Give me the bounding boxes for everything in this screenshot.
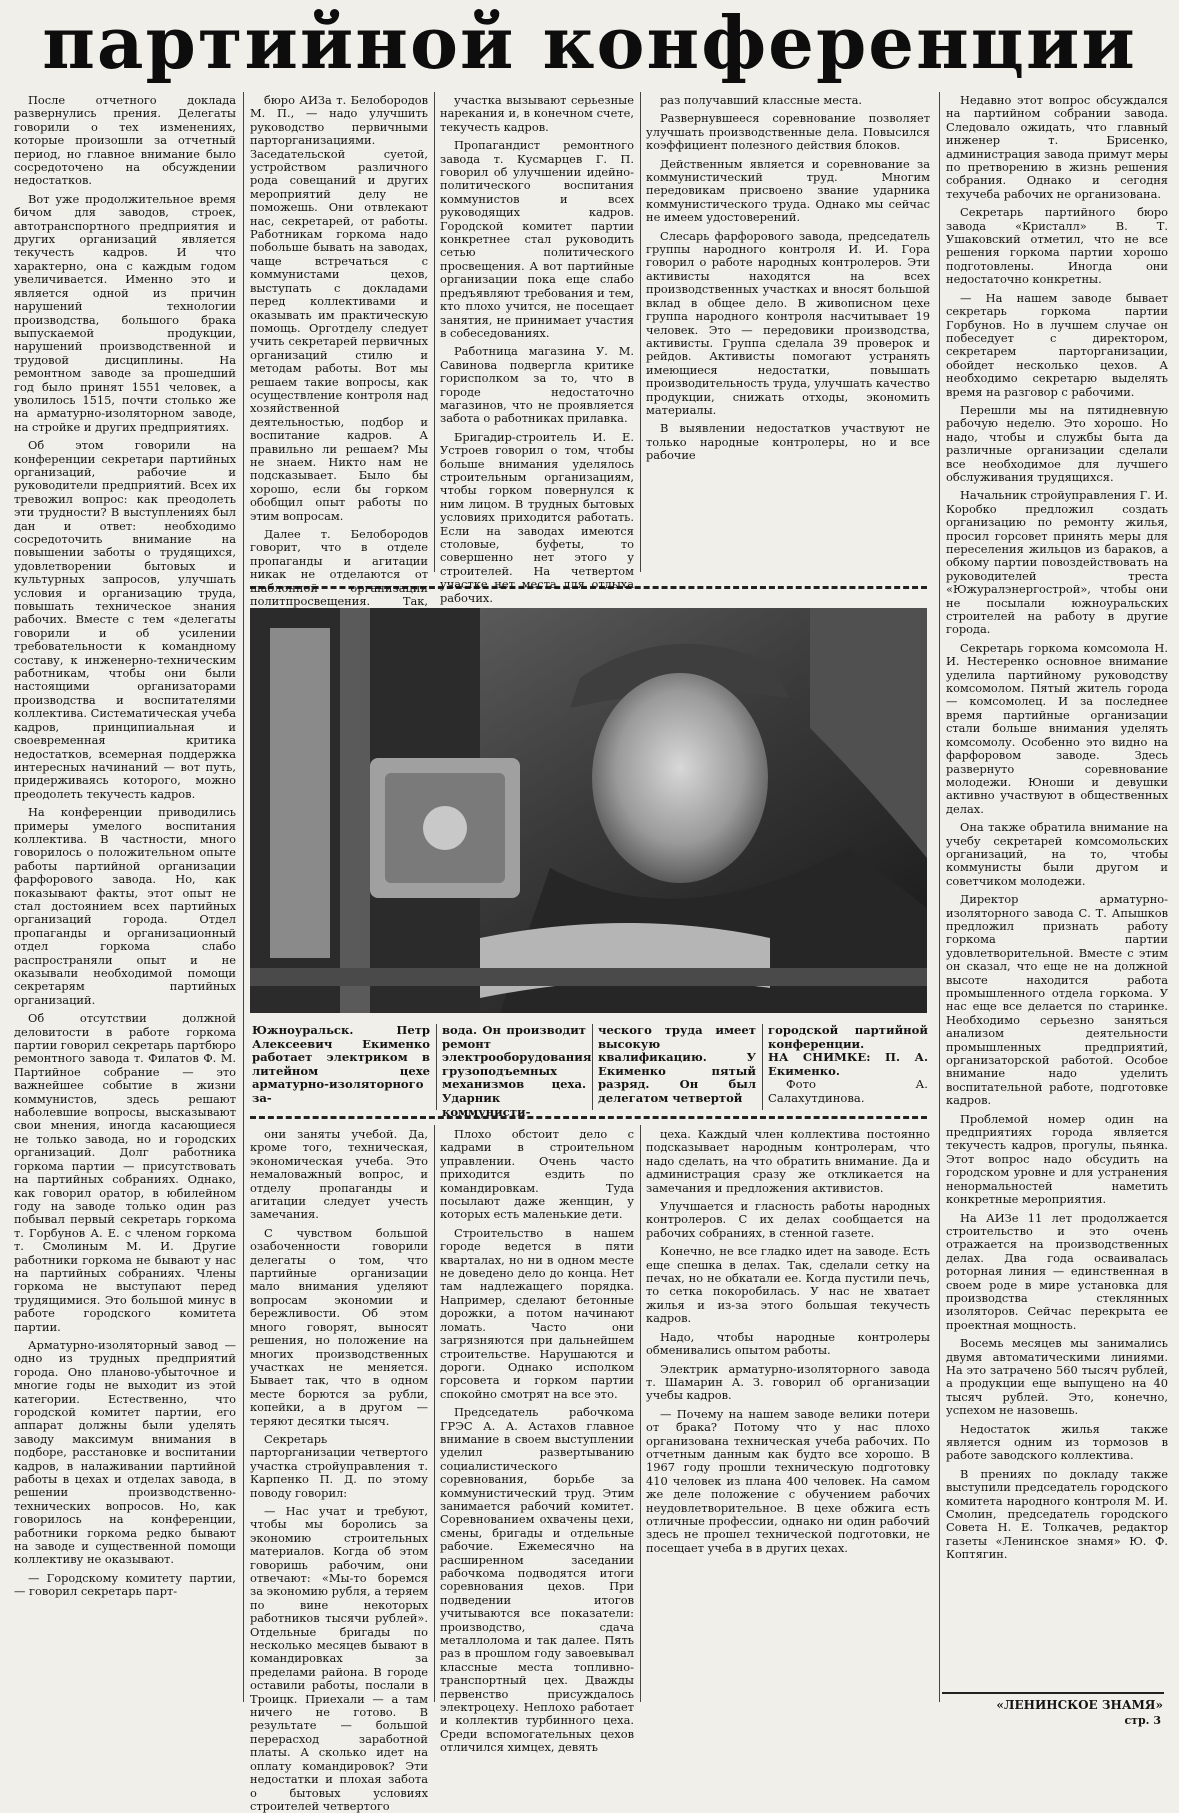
worker-photo — [250, 608, 927, 1013]
photo-caption-part-2 — [442, 1023, 592, 1119]
paragraph: Бригадир-строитель И. Е. Устроев говорил о том, чтобы больше внимания уделялось строительным организациям, чтобы горком повернулся к ним лицом. В трудных бытовых условиях приходится работать. Если на заводах имеются столовые, буфеты, то совершенно нет этого у строителей. На четвертом участке нет места для отдыха рабочих. — [440, 429, 634, 605]
photo-credit: Фото А. Салахутдинова. — [768, 1077, 928, 1105]
paragraph: Секретарь партийного бюро завода «Кристалл» В. Т. Ушаковский отметил, что не все решения горкома партии хорошо подготовлены. Иногда они недостаточно конкретны. — [946, 205, 1168, 287]
paragraph: цеха. Каждый член коллектива постоянно подсказывает народным контролерам, что надо сделать, на что обратить внимание. Да и администрация сразу же откликается на замечания и предложения активистов. — [646, 1127, 930, 1195]
paragraph: — Почему на нашем заводе велики потери от брака? Потому что у нас плохо организована техническая учеба рабочих. По отчетным данным как будто все хорошо. В 1967 году прошли техническую подготовку 410 человек из плана 400 человек. На самом же деле положение с обучением рабочих неудовлетворительное. В цехе обжига есть отличные профессии, однако ни один рабочий здесь не прошел технической подготовки, не посещает учеба в в других цехах. — [646, 1406, 930, 1555]
column-rule — [762, 1024, 763, 1110]
caption-text: вода. Он производит ремонт электрооборудования грузоподъемных механизмов цеха. Ударник коммунисти- — [442, 1023, 592, 1119]
paragraph: Начальник стройуправления Г. И. Коробко предложил создать организацию по ремонту жилья, просил горсовет принять меры для переселения жильцов из бараков, а обкому партии повоздействовать на руководителей треста «Южуралэнергострой», чтобы они не посылали южноуральских строителей на работу в другие города. — [946, 488, 1168, 637]
paragraph: Далее т. Белобородов говорит, что в отделе пропаганды и агитации никак не отделаются от шаблонной организации политпросвещения. Так, — [250, 527, 428, 609]
column-1-article-text — [14, 94, 236, 1700]
caption-text: Южноуральск. Петр Алексеевич Екименко работает электриком в литейном цехе арматурно-изоляторного за- — [252, 1023, 430, 1105]
paragraph: Председатель рабочкома ГРЭС А. А. Астахов главное внимание в своем выступлении уделил развертыванию социалистического соревнования, борьбе за коммунистический труд. Этим занимается рабочий комитет. Соревнованием охвачены цехи, смены, бригады и отдельные рабочие. Ежемесячно на расширенном заседании рабочкома подводятся итоги соревнования цехов. При подведении итогов учитываются все показатели: производство, сдача металлолома и так далее. Пять раз в прошлом году завоевывал классные места топливно-транспортный цех. Дважды первенство присуждалось электроцеху. Неплохо работает и коллектив турбинного цеха. Среди вспомогательных цехов отличился химцех, девять — [440, 1405, 634, 1755]
paragraph: бюро АИЗа т. Белобородов М. П., — надо улучшить руководство первичными парторганизациями. Заседательской суетой, устройством различного рода совещаний и других мероприятий делу не поможешь. Они отвлекают нас, секретарей, от работы. Работникам горкома надо побольше бывать на заводах, чаще встречаться с коммунистами цехов, выступать с докладами перед коллективами и оказывать им практическую помощь. Орготделу следует учить секретарей первичных организаций стилю и методам работы. Вот мы решаем такие вопросы, как осуществление контроля над хозяйственной деятельностью, подбор и воспитание кадров. А правильно ли решаем? Мы не знаем. Никто нам не подсказывает. Было бы хорошо, если бы горком обобщил опыт работы по этим вопросам. — [250, 93, 428, 523]
paragraph: Развернувшееся соревнование позволяет улучшать производственные дела. Повысился коэффициент полезного действия блоков. — [646, 111, 930, 153]
paragraph: Недавно этот вопрос обсуждался на партийном собрании завода. Следовало ожидать, что главный инженер т. Брисенко, администрация завода примут меры по претворению в жизнь решения собрания. Однако и сегодня техучеба рабочих не организована. — [946, 93, 1168, 201]
paragraph: Арматурно-изоляторный завод — одно из трудных предприятий города. Оно планово-убыточное и многие годы не выходит из этой категории. Естественно, что городской комитет партии, его аппарат должны были уделять заводу максимум внимания в подборе, расстановке и воспитании кадров, в налаживании партийной работы в цехах и отделах завода, в решении производственно-технических вопросов. Но, как говорилось на конференции, работники горкома редко бывают на заводе и существенной помощи коллективу не оказывают. — [14, 1337, 236, 1567]
column-rule — [592, 1024, 593, 1110]
paragraph: — Городскому комитету партии, — говорил секретарь парт- — [14, 1570, 236, 1599]
paragraph: они заняты учебой. Да, кроме того, техническая, экономическая учеба. Это немаловажный вопрос, и отделу пропаганды и агитации следует учесть замечания. — [250, 1127, 428, 1222]
photo-caption-part-1 — [252, 1024, 430, 1106]
paragraph: После отчетного доклада развернулись прения. Делегаты говорили о тех изменениях, которые произошли за отчетный период, но главное внимание было сосредоточено на обсуждении недостатков. — [14, 93, 236, 188]
paragraph: Об этом говорили на конференции секретари партийных организаций, рабочие и руководители предприятий. Всех их тревожил вопрос: как преодолеть эти трудности? В выступлениях был дан и ответ: необходимо сосредоточить внимание на повышении заботы о трудящихся, удовлетворении бытовых и культурных запросов, улучшать условия и организацию труда, повышать техническое знания рабочих. Вместе с тем «делегаты говорили и об усилении требовательности к командному составу, к инженерно-техническим работникам, чтобы они были настоящими организаторами производства и воспитателями коллектива. Систематическая учеба кадров, принципиальная и своевременная критика недостатков, всемерная поддержка интересных начинаний — вот путь, придерживаясь которого, можно преодолеть текучесть кадров. — [14, 438, 236, 801]
column-2-lower-text — [250, 1127, 428, 1813]
caption-photo-subject: НА СНИМКЕ: П. А. Екименко. — [768, 1050, 928, 1078]
footer-rule — [942, 1692, 1164, 1694]
photo-bottom-separator — [250, 1116, 927, 1125]
paragraph: Конечно, не все гладко идет на заводе. Есть еще спешка в делах. Так, сделали сетку на печах, но не обкатали ее. Когда пустили печь, то сетка покоробилась. У нас не хватает жилья и из-за этого большая текучесть кадров. — [646, 1244, 930, 1326]
paragraph: — Нас учат и требуют, чтобы мы боролись за экономию строительных материалов. Когда об этом говоришь рабочим, они отвечают: «Мы-то боремся за экономию рубля, а теряем по вине некоторых работников тысячи рублей». Отдельные бригады по несколько месяцев бывают в командировках за пределами района. В городе оставили работы, послали в Троицк. Приехали — а там ничего не готово. В результате — большой перерасход заработной платы. А сколько идет на оплату командировок? Эти недостатки и плохая забота о бытовых условиях строителей четвертого — [250, 1503, 428, 1813]
column-rule — [243, 92, 244, 1702]
paragraph: Действенным является и соревнование за коммунистический труд. Многим передовикам присвоено звание ударника коммунистического труда. Однако мы сейчас не имеем удостоверений. — [646, 156, 930, 225]
paragraph: Проблемой номер один на предприятиях города является текучесть кадров, прогулы, пьянка. Этот вопрос надо обсудить на городском уровне и для устранения ненормальностей наметить конкретные мероприятия. — [946, 1111, 1168, 1207]
column-rule — [640, 1125, 641, 1702]
column-3-upper-text — [440, 93, 634, 605]
newspaper-name: «ЛЕНИНСКОЕ ЗНАМЯ» — [996, 1698, 1163, 1712]
paragraph: Пропагандист ремонтного завода т. Кусмарцев Г. П. говорил об улучшении идейно-политического воспитания коммунистов и всех руководящих кадров. Городской комитет партии конкретнее стал руководить сетью политического просвещения. А вот партийные организации пока еще слабо предъявляют требования и тем, кто плохо учится, не посещает занятия, не принимает участия в собеседованиях. — [440, 138, 634, 340]
column-3-lower-text — [440, 1127, 634, 1755]
photo-caption-part-3 — [598, 1024, 756, 1106]
paragraph: — На нашем заводе бывает секретарь горкома партии Горбунов. Но в лучшем случае он побеседует с директором, секретарем парторганизации, обойдет несколько цехов. А необходимо секретарю выделять время на разговор с рабочими. — [946, 290, 1168, 399]
caption-text: ческого труда имеет высокую квалификацию. У Екименко пятый разряд. Он был делегатом четвертой — [598, 1023, 756, 1105]
paragraph: Строительство в нашем городе ведется в пяти кварталах, но ни в одном месте не доведено дело до конца. Нет там надлежащего порядка. Например, сделают бетонные дорожки, а потом начинают ломать. Часто они загрязняются при дальнейшем строительстве. Нарушаются и дороги. Однако исполком горсовета и горком партии спокойно смотрят на все это. — [440, 1225, 634, 1401]
paragraph: Перешли мы на пятидневную рабочую неделю. Это хорошо. Но надо, чтобы и службы быта да различные организации сделали все необходимое для лучшего обслуживания трудящихся. — [946, 402, 1168, 484]
column-rule — [939, 92, 940, 1702]
paragraph: В выявлении недостатков участвуют не только народные контролеры, но и все рабочие — [646, 421, 930, 463]
paragraph: Вот уже продолжительное время бичом для заводов, строек, автотранспортного предприятия и других организаций является текучесть кадров. И что характерно, она с каждым годом увеличивается. Именно это и является одной из причин нарушений технологии производства, большого брака выпускаемой продукции, нарушений производственной и трудовой дисциплины. На ремонтном заводе за прошедший год было принят 1551 человек, а уволилось 1515, почти столько же на арматурно-изоляторном заводе, на стройке и других предприятиях. — [14, 191, 236, 434]
paragraph: Восемь месяцев мы занимались двумя автоматическими линиями. На это затрачено 560 тысяч рублей, а продукции еще выпущено на 40 тысяч рублей. Это, конечно, успехом не назовешь. — [946, 1336, 1168, 1418]
paragraph: Слесарь фарфорового завода, председатель группы народного контроля И. И. Гора говорил о работе народных контролеров. Эти активисты находятся на всех производственных участках и вносят большой вклад в общее дело. В живописном цехе группа народного контроля насчитывает 19 человек. Это — передовики производства, активисты. Группа сделала 39 проверок и рейдов. Активисты помогают устранять имеющиеся недостатки, повышать производительность труда, улучшать качество продукции, снижать отходы, экономить материалы. — [646, 228, 931, 417]
paragraph: Надо, чтобы народные контролеры обменивались опытом работы. — [646, 1329, 930, 1358]
paragraph: Работница магазина У. М. Савинова подвергла критике горисполком за то, что в городе недостаточно магазинов, что не проявляется забота о работниках прилавка. — [440, 344, 634, 426]
caption-text: городской партийной конференции. — [768, 1023, 928, 1051]
column-4-lower-text — [646, 1128, 930, 1700]
paragraph: С чувством большой озабоченности говорили делегаты о том, что партийные организации мало внимания уделяют вопросам экономии и бережливости. Об этом много говорят, выносят решения, но положение на многих производственных участках не меняется. Бывает так, что в одном месте борются за рубли, копейки, а в другом — теряют десятки тысяч. — [250, 1225, 428, 1428]
paragraph: На конференции приводились примеры умелого воспитания коллектива. В частности, много говорилось о положительном опыте работы партийной организации фарфорового завода. Но, как показывают факты, этот опыт не стал достоянием всех партийных организаций города. Отдел пропаганды и организационный отдел горкома слабо распространяли опыт и не оказывали необходимой помощи секретарям партийных организаций. — [14, 805, 236, 1007]
paragraph: Она также обратила внимание на учебу секретарей комсомольских организаций, на то, чтобы коммунисты были другом и советчиком молодежи. — [946, 820, 1168, 888]
paragraph: Улучшается и гласность работы народных контролеров. С их делах сообщается на рабочих собраниях, в стенной газете. — [646, 1199, 930, 1240]
paragraph: Недостаток жилья также является одним из тормозов в работе заводского коллектива. — [946, 1421, 1168, 1463]
column-rule — [436, 1024, 437, 1110]
column-5-article-text — [946, 94, 1168, 1690]
photo-caption-part-4 — [768, 1024, 928, 1106]
column-rule — [434, 92, 435, 572]
column-2-upper-text — [250, 93, 428, 609]
column-rule — [434, 1125, 435, 1702]
paragraph: участка вызывают серьезные нарекания и, в конечном счете, текучесть кадров. — [440, 93, 634, 134]
paragraph: Директор арматурно-изоляторного завода С. Т. Апышков предложил признать работу горкома партии удовлетворительной. Вместе с этим он сказал, что еще не на должной высоте находится работа промышленного отдела горкома. У нас еще все делается по старинке. Необходимо серьезно заняться анализом деятельности промышленных предприятий, организаторской работой. Особое внимание надо уделить воспитательной работе, подготовке кадров. — [946, 892, 1168, 1108]
paragraph: Электрик арматурно-изоляторного завода т. Шамарин А. З. говорил об организации учебы кадров. — [646, 1361, 930, 1403]
paragraph: Об отсутствии должной деловитости в работе горкома партии говорил секретарь партбюро ремонтного завода т. Филатов Ф. М. Партийное собрание — это важнейшее событие в жизни коммунистов, здесь решают наболевшие вопросы, высказывают свои мнения, иногда касающиеся не только завода, но и городских организаций. Долг работника горкома партии — присутствовать на партийных собраниях. Однако, как говорил оратор, в юбилейном году на заводе только один раз побывал первый секретарь горкома т. Горбунов А. Е. с членом горкома т. Смолиным М. И. Другие работники горкома не бывают у нас на партийных собраниях. Члены горкома не выступают перед трудящимися. Это большой минус в работе городского комитета партии. — [14, 1011, 236, 1334]
paragraph: Секретарь горкома комсомола Н. И. Нестеренко основное внимание уделила партийному руководству комсомолом. Пятый житель города — комсомолец. И за последнее время партийные организации стали больше внимания уделять комсомолу. Особенно это видно на фарфоровом заводе. Здесь развернуто соревнование молодежи. Юноши и девушки активно участвуют в общественных делах. — [946, 640, 1168, 816]
column-rule — [640, 92, 641, 572]
paragraph: Плохо обстоит дело с кадрами в строительном управлении. Очень часто приходится ездить по командировкам. Туда посылают даже женщин, у которых есть маленькие дети. — [440, 1127, 634, 1222]
column-4-upper-text — [646, 94, 930, 574]
page-number: стр. 3 — [1124, 1714, 1161, 1727]
paragraph: Секретарь парторганизации четвертого участка стройуправления т. Карпенко П. Д. по этому поводу говорил: — [250, 1431, 428, 1500]
paragraph: раз получавший классные места. — [660, 93, 863, 107]
paragraph: В прениях по докладу также выступили председатель городского комитета народного контроля М. И. Смолин, председатель городского Совета Н. Е. Толкачев, редактор газеты «Ленинское знамя» Ю. Ф. Коптягин. — [946, 1466, 1168, 1562]
page-headline: партийной конференции — [42, 0, 1137, 85]
paragraph: На АИЗе 11 лет продолжается строительство и это очень отражается на производственных делах. Два года осваивалась роторная линия — единственная в своем роде в мире установка для производства стеклянных изоляторов. Сейчас перекрыта ее проектная мощность. — [946, 1210, 1168, 1332]
